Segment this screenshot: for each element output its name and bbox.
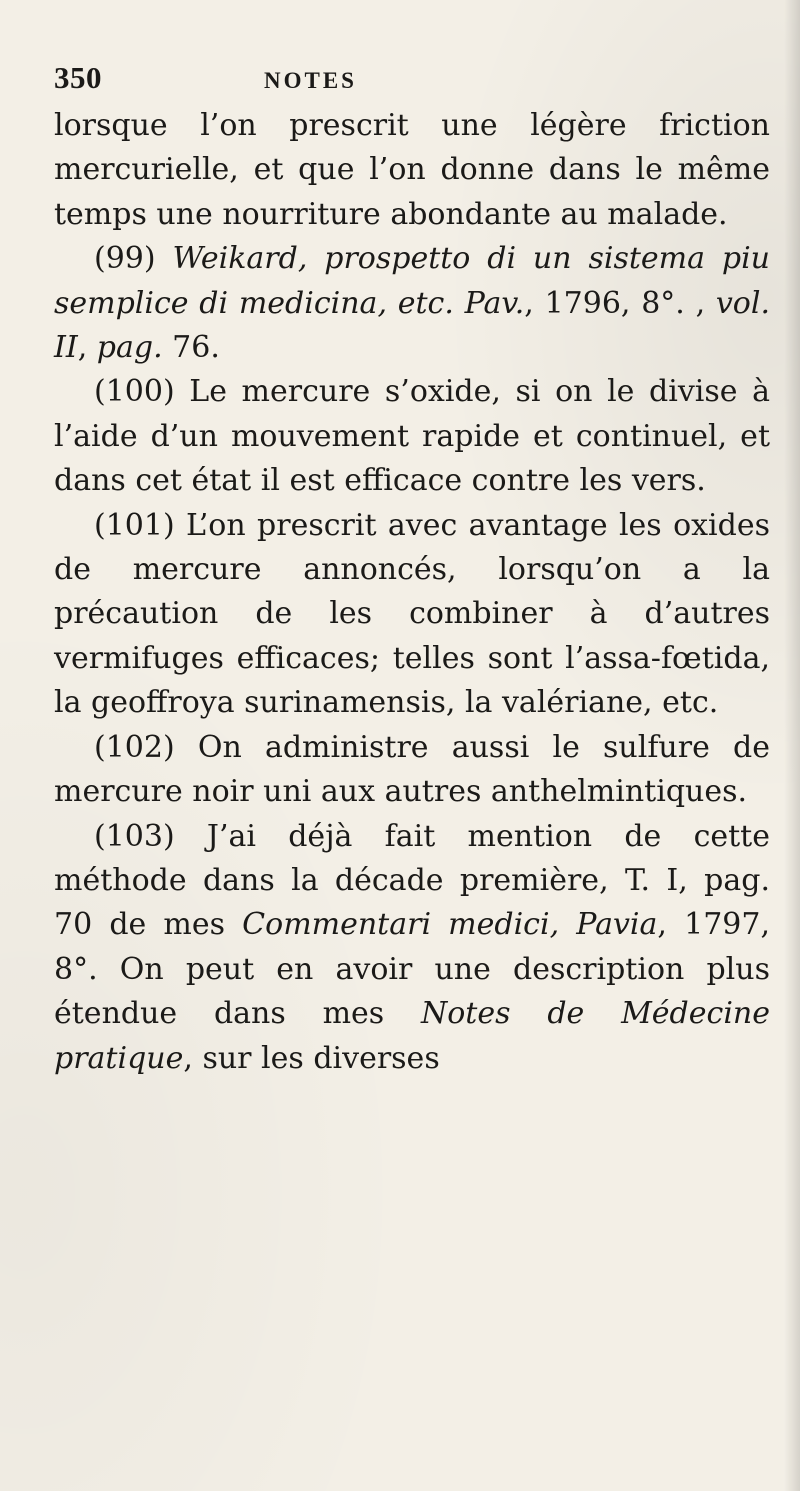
note-102: (102) On administre aussi le sulfure de mercure noir uni aux autres anthelmintiques. xyxy=(54,729,770,810)
note-99-separator: , xyxy=(77,330,97,366)
note-103-commentari-title: Commentari medici, Pavia xyxy=(242,907,658,943)
note-103-text-middle: , 1797, 8°. On peut en avoir une description plus étendue dans mes xyxy=(54,907,770,1032)
note-103-text-end: , sur les diverses xyxy=(183,1040,440,1076)
continued-paragraph: lorsque l’on prescrit une légère friction mercurielle, et que l’on donne dans le même temps une nourriture abondante au malade. xyxy=(54,108,770,232)
note-99-page-number: 76. xyxy=(162,330,220,366)
note-99 xyxy=(54,237,770,370)
note-101: (101) L’on prescrit avec avantage les oxides de mercure annoncés, lorsqu’on a la précaution de les combiner à d’autres vermifuges efficaces; telles sont l’assa-fœtida, la geoffroya surinamensis, la valériane, etc. xyxy=(54,507,770,721)
running-head xyxy=(54,60,770,96)
note-100: (100) Le mercure s’oxide, si on le divise à l’aide d’un mouvement rapide et continuel, et dans cet état il est efficace contre les vers. xyxy=(54,374,770,499)
note-99-number: (99) xyxy=(94,241,173,277)
page-number: 350 xyxy=(54,60,102,95)
note-99-volume: vol. II xyxy=(54,285,770,366)
note-99-date-format: , 1796, 8°. , xyxy=(524,285,716,321)
note-103-text-start: (103) J’ai déjà fait mention de cette méthode dans la décade première, T. I, pag. 70 de mes xyxy=(54,818,770,943)
page-edge-shadow xyxy=(784,0,800,1491)
note-99-reference-title: Weikard, prospetto di un sistema piu semplice di medicina, etc. Pav. xyxy=(54,241,770,321)
notes-body xyxy=(54,104,770,1081)
note-103-notes-title: Notes de Médecine pratique xyxy=(54,996,770,1076)
note-103 xyxy=(54,815,770,1081)
note-99-page-label: pag. xyxy=(96,330,163,366)
section-title: NOTES xyxy=(264,68,357,93)
